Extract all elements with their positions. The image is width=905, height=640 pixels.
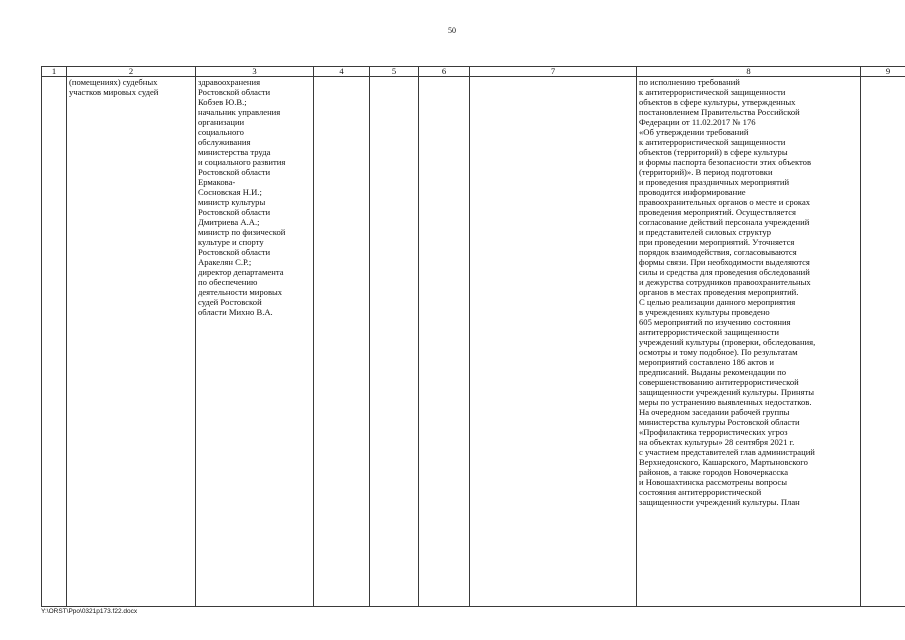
text-line: по исполнению требований xyxy=(639,77,740,87)
text-line: защищенности учреждений культуры. Приняты xyxy=(639,387,815,397)
text-line: Ростовской области xyxy=(198,207,271,217)
text-line: объектов (территорий) в сфере культуры xyxy=(639,147,788,157)
text-line: судей Ростовской xyxy=(198,297,262,307)
text-line: директор департамента xyxy=(198,267,284,277)
text-line: здравоохранения xyxy=(198,77,261,87)
text-line: постановлением Правительства Российской xyxy=(639,107,800,117)
text-line: силы и средства для проведения обследований xyxy=(639,267,810,277)
text-line: состояния антитеррористической xyxy=(639,487,762,497)
text-line: антитеррористической защищенности xyxy=(639,327,779,337)
text-line: и проведения праздничных мероприятий xyxy=(639,177,790,187)
text-line: правоохранительных органов о месте и сроках xyxy=(639,197,811,207)
text-line: Федерации от 11.02.2017 № 176 xyxy=(639,117,756,127)
text-line: согласование действий персонала учреждений xyxy=(639,217,810,227)
text-line: на объектах культуры» 28 сентября 2021 г. xyxy=(639,437,795,447)
cell-col-8 xyxy=(637,77,861,607)
cell-col-2 xyxy=(67,77,196,607)
text-line: министерства культуры Ростовской области xyxy=(639,417,800,427)
text-line: при проведении мероприятий. Уточняется xyxy=(639,237,795,247)
text-line: Кобзев Ю.В.; xyxy=(198,97,247,107)
header-row xyxy=(42,67,905,77)
text-line: к антитеррористической защищенности xyxy=(639,87,786,97)
cell-col-7 xyxy=(470,77,637,607)
text-line: (территорий)». В период подготовки xyxy=(639,167,773,177)
text-line: Сосновская Н.И.; xyxy=(198,187,262,197)
column-header-5: 5 xyxy=(370,67,419,77)
text-line: С целью реализации данного мероприятия xyxy=(639,297,796,307)
text-line: защищенности учреждений культуры. План xyxy=(639,497,800,507)
text-line: обслуживания xyxy=(198,137,251,147)
file-path-footer: Y:\ORST\Ppo\0321p173.f22.docx xyxy=(41,608,138,615)
text-line: На очередном заседании рабочей группы xyxy=(639,407,790,417)
text-line: организации xyxy=(198,117,245,127)
text-line: и социального развития xyxy=(198,157,286,167)
text-line: с участием представителей глав администраций xyxy=(639,447,815,457)
page-number: 50 xyxy=(448,26,456,35)
text-line: деятельности мировых xyxy=(198,287,283,297)
text-line: и представителей силовых структур xyxy=(639,227,772,237)
cell-col-5 xyxy=(370,77,419,607)
text-line: Дмитриева А.А.; xyxy=(198,217,260,227)
text-line: органов в местах проведения мероприятий. xyxy=(639,287,799,297)
text-line: объектов в сфере культуры, утвержденных xyxy=(639,97,796,107)
text-line: предписаний. Выданы рекомендации по xyxy=(639,367,787,377)
cell-col-6 xyxy=(419,77,470,607)
report-table xyxy=(41,66,905,607)
text-line: проводится информирование xyxy=(639,187,746,197)
text-line: Ростовской области xyxy=(198,247,271,257)
text-line: районов, а также городов Новочеркасска xyxy=(639,467,789,477)
text-line: культуре и спорту xyxy=(198,237,264,247)
text-line: мероприятий составлено 186 актов и xyxy=(639,357,774,367)
cell-col-9 xyxy=(861,77,905,607)
column-header-4: 4 xyxy=(314,67,370,77)
column-header-2: 2 xyxy=(67,67,196,77)
column-header-7: 7 xyxy=(470,67,637,77)
text-line: министр культуры xyxy=(198,197,266,207)
text-line: совершенствованию антитеррористической xyxy=(639,377,799,387)
text-line: и формы паспорта безопасности этих объектов xyxy=(639,157,812,167)
column-header-3: 3 xyxy=(196,67,314,77)
text-line: (помещениях) судебных xyxy=(69,77,158,87)
text-line: участков мировых судей xyxy=(69,87,159,97)
text-line: по обеспечению xyxy=(198,277,258,287)
text-line: Верхнедонского, Кашарского, Мартыновского xyxy=(639,457,808,467)
text-line: «Об утверждении требований xyxy=(639,127,749,137)
text-line: к антитеррористической защищенности xyxy=(639,137,786,147)
text-line: меры по устранению выявленных недостатков. xyxy=(639,397,812,407)
text-line: порядок взаимодействия, согласовываются xyxy=(639,247,797,257)
cell-col-2-text xyxy=(69,77,193,97)
text-line: и дежурства сотрудников правоохранительных xyxy=(639,277,811,287)
text-line: министерства труда xyxy=(198,147,271,157)
column-header-9: 9 xyxy=(861,67,905,77)
text-line: «Профилактика террористических угроз xyxy=(639,427,788,437)
text-line: области Михно В.А. xyxy=(198,307,273,317)
table-row xyxy=(42,77,905,607)
text-line: осмотры и тому подобное). По результатам xyxy=(639,347,798,357)
text-line: 605 мероприятий по изучению состояния xyxy=(639,317,791,327)
text-line: Ростовской области xyxy=(198,87,271,97)
text-line: учреждений культуры (проверки, обследования, xyxy=(639,337,816,347)
cell-col-3-text xyxy=(198,77,311,317)
text-line: министр по физической xyxy=(198,227,286,237)
text-line: Аракелян С.Р.; xyxy=(198,257,252,267)
text-line: Ермакова- xyxy=(198,177,236,187)
cell-col-3 xyxy=(196,77,314,607)
cell-col-4 xyxy=(314,77,370,607)
text-line: начальник управления xyxy=(198,107,281,117)
column-header-8: 8 xyxy=(637,67,861,77)
cell-col-1 xyxy=(42,77,67,607)
text-line: в учреждениях культуры проведено xyxy=(639,307,770,317)
text-line: социального xyxy=(198,127,244,137)
text-line: проведения мероприятий. Осуществляется xyxy=(639,207,796,217)
cell-col-8-text xyxy=(639,77,858,507)
text-line: формы связи. При необходимости выделяются xyxy=(639,257,810,267)
text-line: и Новошахтинска рассмотрены вопросы xyxy=(639,477,787,487)
column-header-6: 6 xyxy=(419,67,470,77)
column-header-1: 1 xyxy=(42,67,67,77)
text-line: Ростовской области xyxy=(198,167,271,177)
